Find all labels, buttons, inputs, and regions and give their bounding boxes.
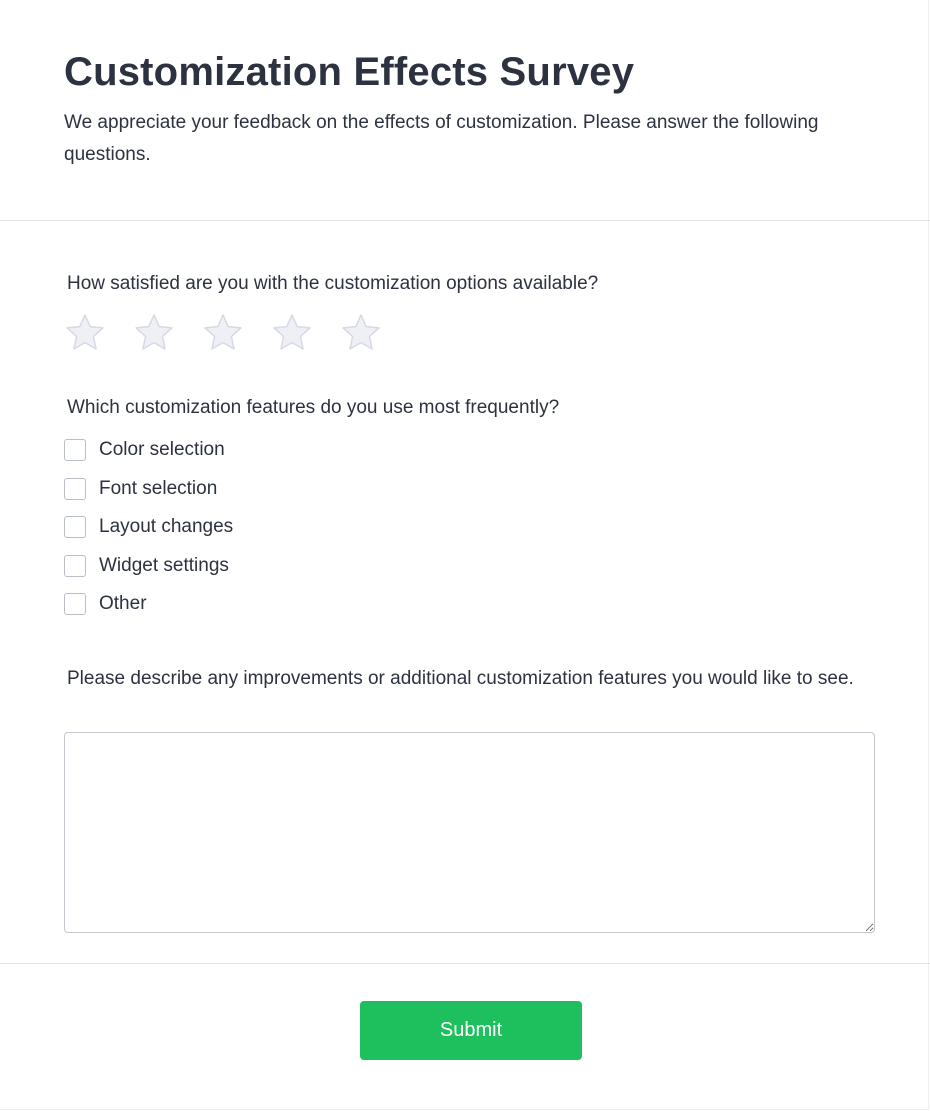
submit-button[interactable]: Submit [360, 1001, 582, 1060]
checkbox[interactable] [64, 516, 86, 538]
checkbox-option-other[interactable] [64, 591, 233, 617]
checkbox[interactable] [64, 439, 86, 461]
checkbox-option-widget-settings[interactable] [64, 553, 233, 579]
footer-divider [0, 963, 930, 964]
checkbox-label[interactable]: Other [99, 593, 147, 614]
checkbox-option-layout-changes[interactable] [64, 514, 233, 540]
checkbox[interactable] [64, 593, 86, 615]
star-icon[interactable] [64, 312, 106, 354]
star-icon[interactable] [133, 312, 175, 354]
features-checkbox-group [64, 437, 233, 630]
checkbox-label[interactable]: Layout changes [99, 516, 234, 537]
checkbox[interactable] [64, 478, 86, 500]
survey-header [0, 0, 930, 221]
question-satisfaction-label: How satisfied are you with the customization options available? [67, 273, 599, 294]
survey-intro: We appreciate your feedback on the effects of customization. Please answer the following questions. [64, 112, 819, 165]
checkbox[interactable] [64, 555, 86, 577]
star-icon[interactable] [271, 312, 313, 354]
page-title: Customization Effects Survey [64, 50, 635, 94]
question-features-label: Which customization features do you use most frequently? [67, 397, 560, 418]
checkbox-label[interactable]: Font selection [99, 477, 218, 499]
checkbox-label[interactable]: Widget settings [99, 554, 229, 576]
question-improvements-label: Please describe any improvements or additional customization features you would like to see. [67, 668, 854, 689]
checkbox-option-color-selection[interactable] [64, 437, 233, 463]
star-icon[interactable] [340, 312, 382, 354]
checkbox-label[interactable]: Color selection [99, 439, 225, 460]
star-rating [64, 312, 409, 354]
improvements-textarea[interactable] [64, 732, 875, 933]
star-icon[interactable] [202, 312, 244, 354]
checkbox-option-font-selection[interactable] [64, 476, 233, 502]
improvements-textarea-wrapper [64, 732, 875, 933]
